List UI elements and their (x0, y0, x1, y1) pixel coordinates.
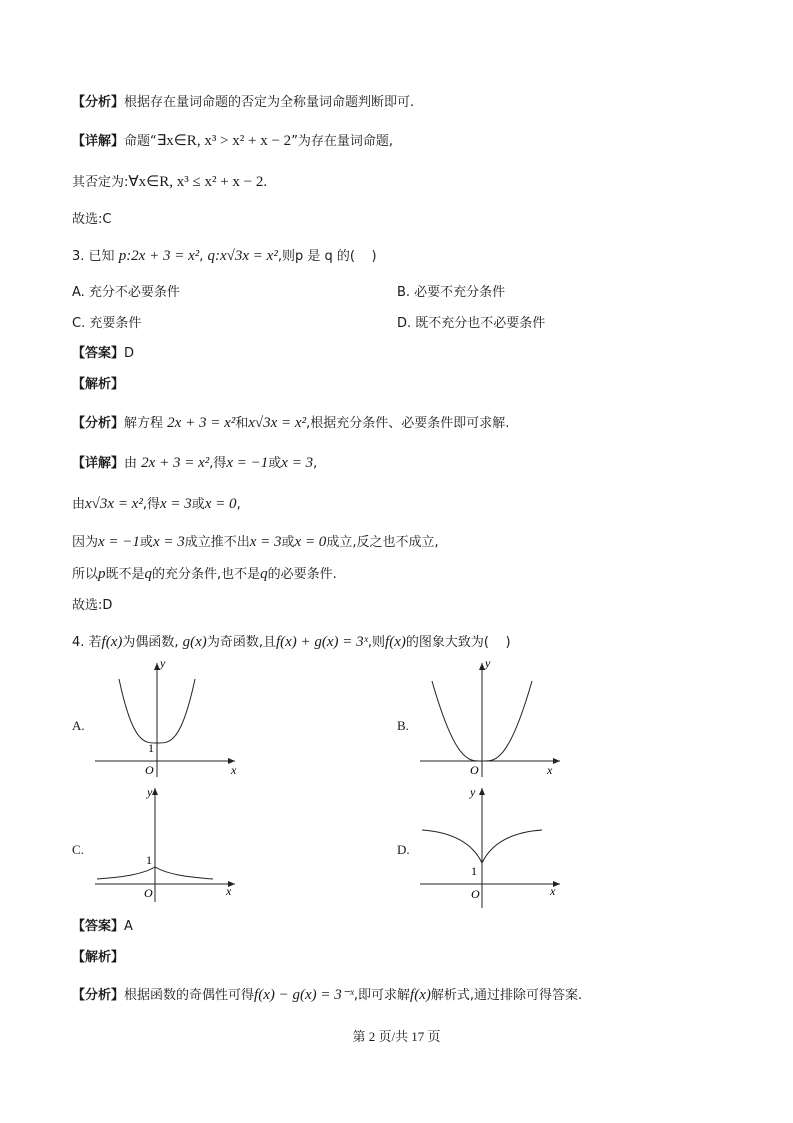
q3-p-expr: p:2x + 3 = x² (118, 248, 200, 264)
q3-final: 故选:D (72, 598, 113, 613)
q4-stem-4: ,则 (367, 635, 386, 650)
q4-analysis-eq2: f(x) (410, 987, 431, 1003)
graph-c-origin: O (144, 886, 153, 900)
detail-line (72, 131, 393, 152)
q3-analysis-1: 解方程 (124, 416, 164, 431)
q3-analysis (72, 413, 509, 434)
q3-analysis-2: 和 (235, 416, 249, 431)
graph-a-x-label: x (231, 763, 237, 777)
q3-detail4-t3: 的充分条件,也不是 (152, 567, 261, 582)
q3-stem-4: ) (371, 249, 377, 264)
graph-d-one: 1 (471, 864, 477, 878)
q3-jiexi: 【解析】 (72, 377, 125, 392)
q4-stem-6: ) (505, 635, 511, 650)
q4-analysis-3: 解析式,通过排除可得答案. (430, 988, 583, 1003)
q3-detail4-t4: 的必要条件. (267, 567, 337, 582)
graph-d (420, 782, 570, 912)
q3-detail-text4: , (313, 456, 318, 471)
math-forall: ∀x∈R, x³ ≤ x² + x − 2. (128, 174, 268, 190)
q3-analysis-eq2: x√3x = x² (248, 415, 307, 431)
detail-text-1: 命题“ (124, 134, 157, 149)
analysis-text: 根据存在量词命题的否定为全称量词命题判断即可. (124, 95, 415, 110)
q3-detail3-e1: x = −1 (98, 534, 140, 550)
q3-detail-text: 由 (124, 456, 138, 471)
q3-option-a: A. 充分不必要条件 (72, 285, 180, 300)
q3-detail4-q: q (144, 566, 153, 582)
graph-b-y-label: y (485, 656, 491, 670)
q3-detail-4 (72, 564, 337, 585)
q4-stem-3: 为奇函数,且 (206, 635, 276, 650)
analysis-tag: 【分析】 (72, 95, 125, 110)
graph-c-x-label: x (226, 884, 232, 898)
q3-detail-eq3: x = 3 (281, 455, 314, 471)
q3-answer (72, 344, 134, 364)
graph-a-y-label: y (160, 656, 166, 670)
q4-answer-tag: 【答案】 (72, 919, 125, 934)
graph-b (420, 655, 570, 780)
graph-c-one: 1 (146, 853, 152, 867)
q3-detail-2 (72, 494, 241, 515)
q3-detail4-t1: 所以 (72, 567, 99, 582)
q3-detail4-t2: 既不是 (105, 567, 145, 582)
graph-d-label: D. (397, 842, 410, 857)
q3-stem: 3. 已知 p:2x + 3 = x², q:x√3x = x²,则p 是 q 的( ) (72, 248, 377, 264)
q3-detail3-t5: 成立,反之也不成立, (326, 535, 439, 550)
choice-text: 故选:C (72, 212, 112, 227)
q4-answer-value: A (124, 919, 133, 934)
q3-analysis-3: ,根据充分条件、必要条件即可求解. (306, 416, 510, 431)
q4-analysis-1: 根据函数的奇偶性可得 (124, 988, 255, 1003)
q3-analysis-tag: 【分析】 (72, 416, 125, 431)
q3-detail2-eq1: x√3x = x² (85, 496, 143, 512)
page-footer: 第 2 页/共 17 页 (352, 1029, 441, 1044)
q3-detail3-t4: 或 (281, 535, 295, 550)
graph-d-origin: O (471, 887, 480, 901)
graph-c-label: C. (72, 842, 84, 857)
q3-analysis-eq1: 2x + 3 = x² (167, 415, 236, 431)
q4-analysis-tag: 【分析】 (72, 988, 125, 1003)
q3-detail2-text2: ,得 (142, 497, 160, 512)
q3-detail3-e3: x = 3 (249, 534, 282, 550)
q3-detail2-eq3: x = 0 (204, 496, 237, 512)
negation-text: 其否定为: (72, 175, 129, 190)
q4-stem-1: 4. 若 (72, 635, 102, 650)
q4-jiexi: 【解析】 (72, 950, 125, 965)
q4-analysis-2: ,即可求解 (353, 988, 411, 1003)
q3-detail-tag: 【详解】 (72, 456, 125, 471)
graph-d-x-label: x (550, 884, 556, 898)
q3-detail2-eq2: x = 3 (159, 496, 192, 512)
q3-detail3-t3: 成立推不出 (184, 535, 250, 550)
q4-g: g(x) (182, 634, 207, 650)
graph-a-label: A. (72, 718, 85, 733)
q4-stem-2: 为偶函数, (122, 635, 179, 650)
choice-line (72, 210, 111, 230)
q3-detail3-e4: x = 0 (294, 534, 327, 550)
q3-detail3-t1: 因为 (72, 535, 99, 550)
q4-answer (72, 917, 133, 937)
analysis-line (72, 93, 414, 113)
q3-detail4-q2: q (260, 566, 268, 582)
q3-q-expr: q:x√3x = x² (207, 248, 278, 264)
q4-f2: f(x) (385, 634, 406, 650)
q3-detail-eq1: 2x + 3 = x² (141, 455, 210, 471)
q3-answer-tag: 【答案】 (72, 346, 125, 361)
q3-detail3-e2: x = 3 (152, 534, 185, 550)
graph-c-y-label: y (147, 785, 153, 799)
q3-detail3-t2: 或 (139, 535, 153, 550)
q4-stem-5: 的图象大致为( (405, 635, 489, 650)
q3-detail4-p: p (98, 566, 106, 582)
q4-analysis-eq1: f(x) − g(x) = 3⁻ˣ (254, 987, 354, 1003)
graph-c (95, 782, 245, 907)
q3-detail-eq2: x = −1 (226, 455, 269, 471)
q3-detail2-text3: 或 (191, 497, 205, 512)
q4-stem (72, 632, 511, 653)
q3-detail2-text: 由 (72, 497, 86, 512)
graph-a-one: 1 (148, 741, 154, 755)
negation-line (72, 172, 267, 193)
graph-b-origin: O (470, 763, 479, 777)
q3-stem-2: ,则 (277, 249, 295, 264)
graph-a-origin: O (145, 763, 154, 777)
q4-analysis (72, 985, 582, 1006)
q3-stem-3: p 是 q 的( (294, 249, 355, 264)
q3-detail-text3: 或 (268, 456, 282, 471)
q4-f: f(x) (101, 634, 123, 650)
graph-b-label: B. (397, 718, 409, 733)
q3-option-c: C. 充要条件 (72, 316, 142, 331)
q4-eq: f(x) + g(x) = 3ˣ (275, 634, 368, 650)
graph-b-x-label: x (547, 763, 553, 777)
graph-a (95, 655, 245, 780)
q3-answer-value: D (124, 346, 135, 361)
q3-stem-1: 3. 已知 (72, 249, 115, 264)
detail-tag: 【详解】 (72, 134, 125, 149)
math-exists: ∃x∈R, x³ > x² + x − 2 (156, 133, 292, 149)
q3-detail-text2: ,得 (209, 456, 227, 471)
q3-detail-3 (72, 532, 439, 553)
detail-text-2: ”为存在量词命题, (291, 134, 394, 149)
graph-d-y-label: y (470, 785, 476, 799)
q3-option-b: B. 必要不充分条件 (397, 285, 506, 300)
q3-detail2-text4: , (236, 497, 241, 512)
q3-option-d: D. 既不充分也不必要条件 (397, 316, 546, 331)
q3-detail-1 (72, 453, 317, 474)
